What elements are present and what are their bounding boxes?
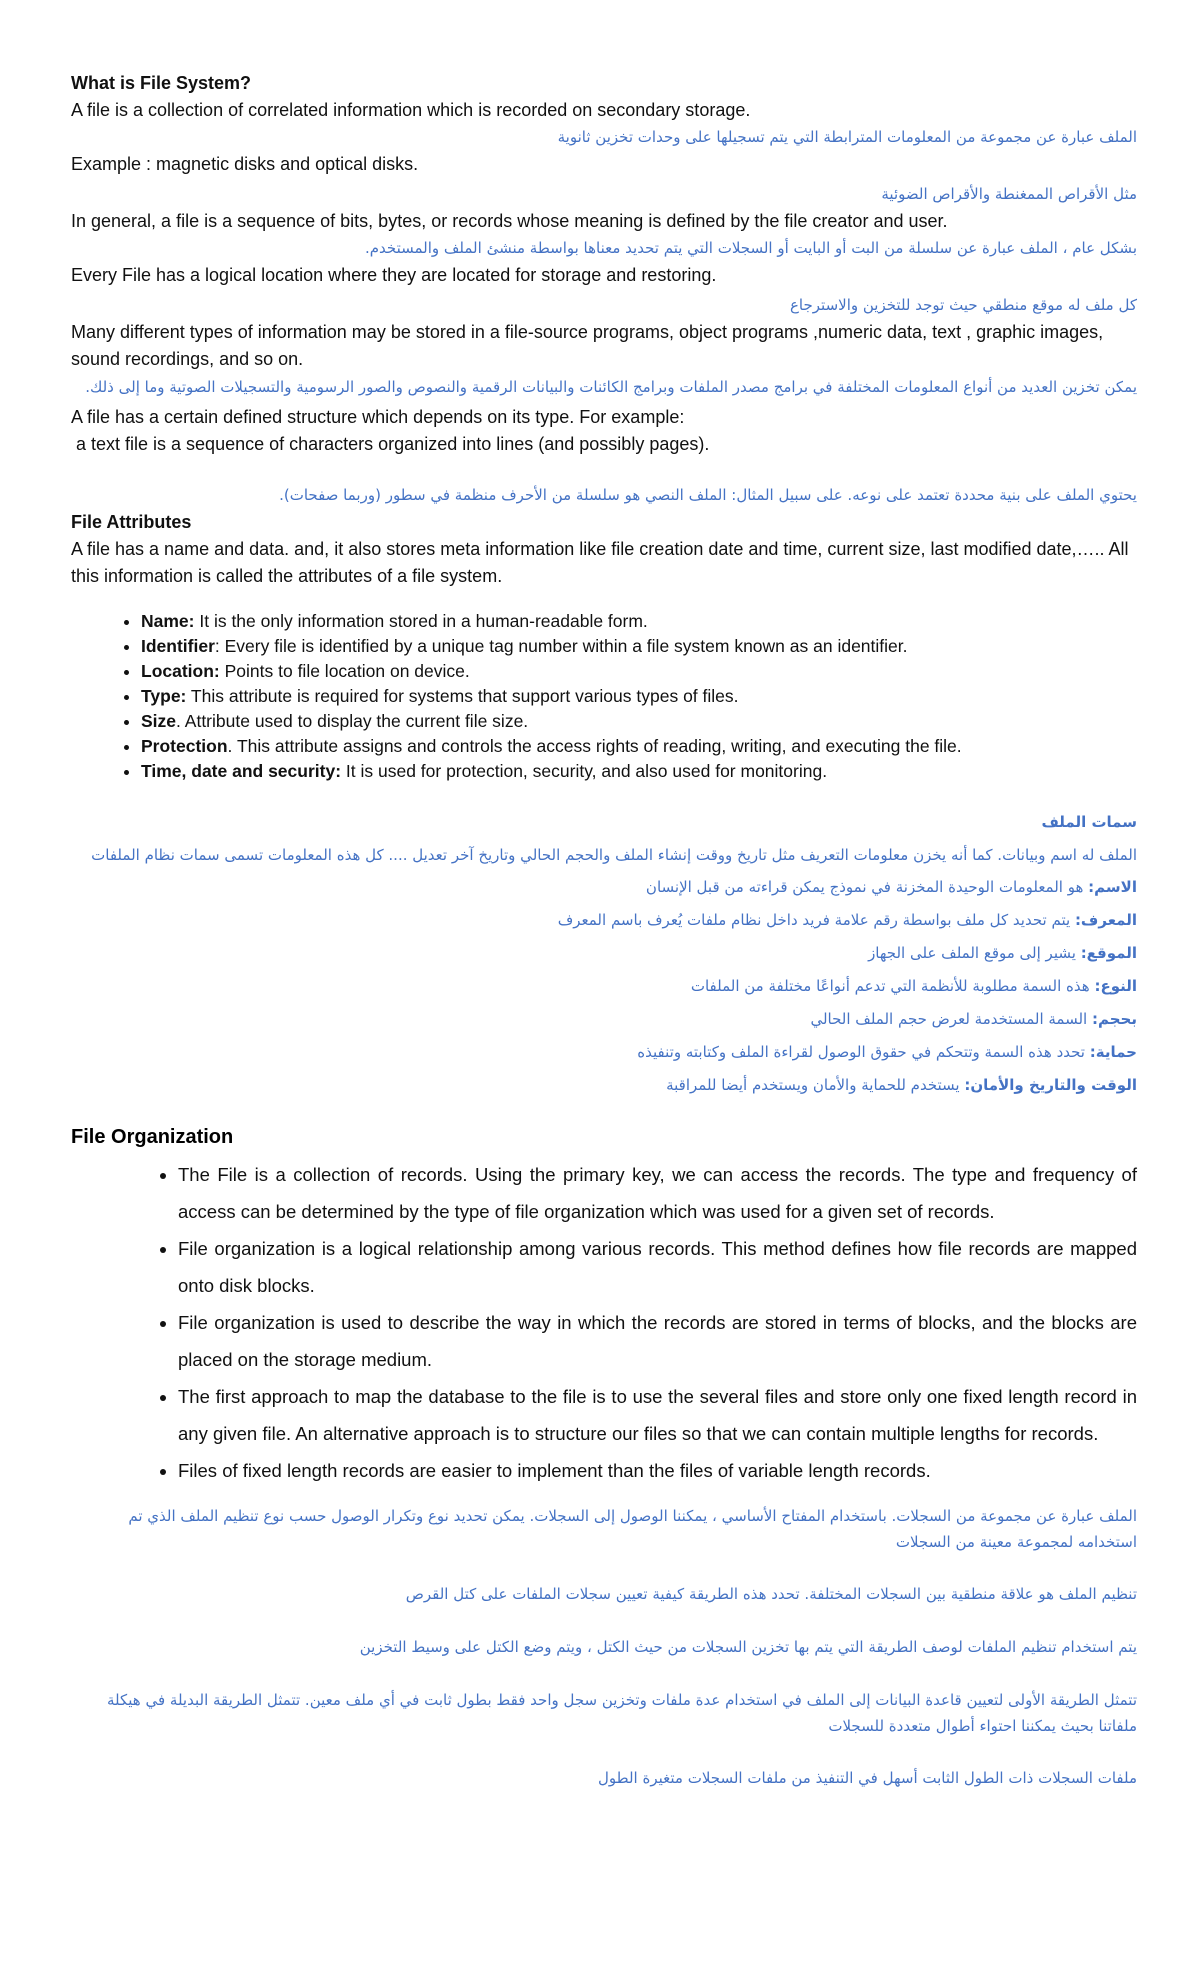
heading-file-organization: File Organization (71, 1126, 234, 1148)
list-item: • Name: It is the only information stored in a human-readable form. (141, 609, 1137, 634)
arabic-list-item: حماية: تحدد هذه السمة وتتحكم في حقوق الوصول لقراءة الملف وكتابته وتنفيذه (637, 1043, 1137, 1061)
arabic-list-item: بحجم: السمة المستخدمة لعرض حجم الملف الحالي (810, 1010, 1137, 1028)
list-item: • Type: This attribute is required for systems that support various types of files. (141, 684, 1137, 709)
organization-list (71, 1156, 1137, 1489)
heading-file-system: What is File System? (71, 73, 252, 93)
arabic-paragraph: كل ملف له موقع منطقي حيث توجد للتخزين والاسترجاع (789, 296, 1137, 314)
list-item: • Time, date and security: It is used for protection, security, and also used for monitoring. (141, 759, 1137, 784)
arabic-paragraph: بشكل عام ، الملف عبارة عن سلسلة من البت أو البايت أو السجلات التي يتم تحديد معناها بواسطة منشئ الملف والمستخدم. (364, 239, 1137, 257)
list-item: • The File is a collection of records. Using the primary key, we can access the records. The type and frequency of access can be determined by the type of file organization which was used for a given set of records. (178, 1156, 1137, 1230)
arabic-paragraph: يمكن تخزين العديد من أنواع المعلومات المختلفة في برامج مصدر الملفات وبرامج الكائنات والبيانات الرقمية والنصوص والصور الرسومية والتسجيلات الصوتية وما إلى ذلك. (85, 378, 1137, 396)
list-item: • The first approach to map the database to the file is to use the several files and store only one fixed length record in any given file. An alternative approach is to structure our files so that we can contain multiple lengths for records. (178, 1378, 1137, 1452)
arabic-paragraph: مثل الأقراص الممغنطة والأقراص الضوئية (881, 185, 1137, 203)
paragraph: Many different types of information may be stored in a file-source programs, object programs ,numeric data, text , graphic images, sound recordings, and so on. (71, 322, 1104, 369)
paragraph: Example : magnetic disks and optical disks. (71, 154, 419, 174)
arabic-paragraph: تنظيم الملف هو علاقة منطقية بين السجلات المختلفة. تحدد هذه الطريقة كيفية تعيين سجلات الملفات على كتل القرص (405, 1585, 1137, 1603)
paragraph: Every File has a logical location where they are located for storage and restoring. (71, 265, 717, 285)
paragraph: a text file is a sequence of characters organized into lines (and possibly pages). (71, 434, 710, 454)
arabic-list-item: المعرف: يتم تحديد كل ملف بواسطة رقم علامة فريد داخل نظام ملفات يُعرف باسم المعرف (557, 911, 1137, 929)
paragraph: A file has a name and data. and, it also stores meta information like file creation date and time, current size, last modified date,….. All this information is called the attributes of a file system. (71, 539, 1129, 586)
list-item: • Location: Points to file location on device. (141, 659, 1137, 684)
arabic-attributes (71, 806, 1137, 1102)
paragraph: In general, a file is a sequence of bits, bytes, or records whose meaning is defined by the file creator and user. (71, 211, 948, 231)
arabic-paragraph: ملفات السجلات ذات الطول الثابت أسهل في التنفيذ من ملفات السجلات متغيرة الطول (598, 1769, 1137, 1787)
arabic-list-item: الموقع: يشير إلى موقع الملف على الجهاز (868, 944, 1137, 962)
heading-file-attributes: File Attributes (71, 512, 192, 532)
list-item: • Identifier: Every file is identified by a unique tag number within a file system known as an identifier. (141, 634, 1137, 659)
list-item: • File organization is used to describe the way in which the records are stored in terms of blocks, and the blocks are placed on the storage medium. (178, 1304, 1137, 1378)
arabic-list-item: الوقت والتاريخ والأمان: يستخدم للحماية والأمان ويستخدم أيضا للمراقبة (666, 1076, 1137, 1094)
list-item: • Protection. This attribute assigns and controls the access rights of reading, writing, and executing the file. (141, 734, 1137, 759)
arabic-list-item: الاسم: هو المعلومات الوحيدة المخزنة في نموذج يمكن قراءته من قبل الإنسان (645, 878, 1137, 896)
list-item: • Files of fixed length records are easier to implement than the files of variable length records. (178, 1452, 1137, 1489)
arabic-paragraph: الملف عبارة عن مجموعة من المعلومات المترابطة التي يتم تسجيلها على وحدات تخزين ثانوية (557, 128, 1137, 146)
arabic-paragraph: الملف عبارة عن مجموعة من السجلات. باستخدام المفتاح الأساسي ، يمكننا الوصول إلى السجلات. يمكن تحديد نوع وتكرار الوصول حسب نوع تنظيم الملف الذي تم استخدامه لمجموعة معينة من السجلات (128, 1507, 1137, 1551)
document-body (71, 70, 1137, 1792)
arabic-paragraph: تتمثل الطريقة الأولى لتعيين قاعدة البيانات إلى الملف في استخدام عدة ملفات وتخزين سجل واحد فقط بطول ثابت في أي ملف معين. تتمثل الطريقة البديلة في هيكلة ملفاتنا بحيث يمكننا احتواء أطوال متعددة للسجلات (106, 1691, 1137, 1735)
arabic-list-item: النوع: هذه السمة مطلوبة للأنظمة التي تدعم أنواعًا مختلفة من الملفات (690, 977, 1137, 995)
arabic-paragraph: الملف له اسم وبيانات. كما أنه يخزن معلومات التعريف مثل تاريخ ووقت إنشاء الملف والحجم الحالي وتاريخ آخر تعديل .... كل هذه المعلومات تسمى سمات نظام الملفات (91, 846, 1137, 864)
paragraph: A file is a collection of correlated information which is recorded on secondary storage. (71, 100, 751, 120)
list-item: • Size. Attribute used to display the current file size. (141, 709, 1137, 734)
arabic-paragraph: يتم استخدام تنظيم الملفات لوصف الطريقة التي يتم بها تخزين السجلات من حيث الكتل ، ويتم وضع الكتل على وسيط التخزين (359, 1638, 1137, 1656)
list-item: • File organization is a logical relationship among various records. This method defines how file records are mapped onto disk blocks. (178, 1230, 1137, 1304)
attributes-list (71, 609, 1137, 784)
paragraph: A file has a certain defined structure which depends on its type. For example: (71, 407, 685, 427)
arabic-paragraph: يحتوي الملف على بنية محددة تعتمد على نوعه. على سبيل المثال: الملف النصي هو سلسلة من الأحرف منظمة في سطور (وربما صفحات). (279, 486, 1137, 504)
arabic-organization (71, 1503, 1137, 1792)
arabic-heading: سمات الملف (1041, 813, 1137, 831)
